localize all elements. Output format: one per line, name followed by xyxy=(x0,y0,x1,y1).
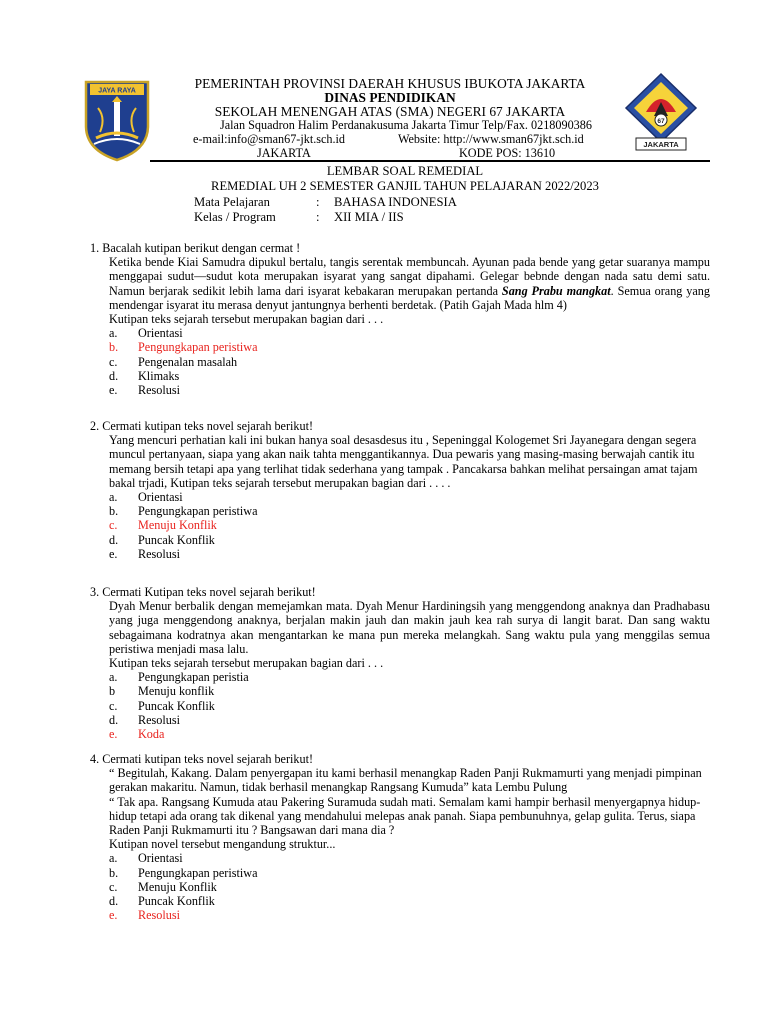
emphasized-phrase: Sang Prabu mangkat xyxy=(501,283,611,298)
question-1 xyxy=(90,241,710,397)
question-passage: “ Begitulah, Kakang. Dalam penyergapan itu kami berhasil menangkap Raden Panji Rukmamurti yang menjadi pimpinan gerakan makaritu. Namun, tidak berhasil menangkap Rangsang Kumuda” kata Lembu Pulung xyxy=(109,766,702,795)
option-correct[interactable]: e. Koda xyxy=(109,727,165,742)
question-passage: Ketika bende Kiai Samudra dipukul bertalu, tangis serentak membuncah. Ayunan pada bende yang getar suaranya mampu menggapai sudut—sudut kota merupakan isyarat yang sangat dipahami. Gelegar bebnde dengan nada satu demi satu. Namun berjarak sedikit lebih lama dari isyarat kebakaran merupakan pertanda Sang Prabu mangkat. Semua orang yang mendengar isyarat itu merasa denyut jantungnya berhenti berdetak. (Patih Gajah Mada hlm 4) xyxy=(109,255,710,312)
class-label: Kelas / Program xyxy=(194,210,276,224)
subject-label: Mata Pelajaran xyxy=(194,195,270,209)
department-name: DINAS PENDIDIKAN xyxy=(324,90,456,105)
option[interactable]: b. Pengungkapan peristiwa xyxy=(109,504,258,519)
question-stem: 3. Cermati Kutipan teks novel sejarah berikut! xyxy=(90,585,316,599)
option-correct[interactable]: c. Menuju Konflik xyxy=(109,518,217,533)
option[interactable]: c. Pengenalan masalah xyxy=(109,354,238,369)
question-4 xyxy=(90,752,710,922)
option[interactable]: a. Orientasi xyxy=(109,851,183,866)
question-2 xyxy=(90,419,710,561)
school-city: JAKARTA xyxy=(257,146,311,160)
answer-options xyxy=(90,851,710,922)
question-passage-2: “ Tak apa. Rangsang Kumuda atau Pakering Suramuda sudah mati. Semalam kami hampir berhasil menyergapnya hidup-hidup tetapi ada orang tak dikenal yang mendahului melepas anak panah. Siapa pembunuhnya, gelap gulita. Terus, siapa Raden Panji Rukmamurti itu ? Bangsawan dari mana dia ? xyxy=(109,794,701,838)
header-rule xyxy=(150,160,710,162)
logo-right-text: JAKARTA xyxy=(643,140,679,149)
government-name: PEMERINTAH PROVINSI DAERAH KHUSUS IBUKOTA JAKARTA xyxy=(194,76,586,91)
question-stem: 4. Cermati kutipan teks novel sejarah berikut! xyxy=(90,752,314,766)
option[interactable]: d. Klimaks xyxy=(109,368,180,383)
question-3 xyxy=(90,585,710,741)
option[interactable]: d. Puncak Konflik xyxy=(109,532,215,547)
option[interactable]: b. Pengungkapan peristiwa xyxy=(109,865,258,880)
postal-code: KODE POS: 13610 xyxy=(459,146,556,160)
question-stem: 2. Cermati kutipan teks novel sejarah berikut! xyxy=(90,419,314,433)
option[interactable]: e. Resolusi xyxy=(109,383,180,398)
subject-value: BAHASA INDONESIA xyxy=(334,195,457,209)
school-name: SEKOLAH MENENGAH ATAS (SMA) NEGERI 67 JAKARTA xyxy=(214,104,566,119)
option[interactable]: c. Menuju Konflik xyxy=(109,879,217,894)
option[interactable]: d. Resolusi xyxy=(109,712,180,727)
sheet-title: LEMBAR SOAL REMEDIAL xyxy=(326,164,484,178)
option[interactable]: d. Puncak Konflik xyxy=(109,894,215,909)
logo-left-text: JAYA RAYA xyxy=(98,87,136,95)
school-address: Jalan Squadron Halim Perdanakusuma Jakarta Timur Telp/Fax. 0218090386 xyxy=(220,118,592,132)
option[interactable]: a. Orientasi xyxy=(109,326,183,341)
logo-right-number: 67 xyxy=(657,118,665,125)
sheet-subtitle: REMEDIAL UH 2 SEMESTER GANJIL TAHUN PELAJARAN 2022/2023 xyxy=(211,179,599,193)
answer-options xyxy=(90,326,710,397)
class-value: XII MIA / IIS xyxy=(334,210,404,224)
question-passage: Dyah Menur berbalik dengan memejamkan mata. Dyah Menur Hardiningsih yang menggendong anaknya dan Pradhabasu yang juga menggendong anaknya, berjalan makin jauh dan makin jauh kea rah surya di langit barat. Dan sang waktu sebagaimana kodratnya akan mengantarkan ke mana pun mereka melangkah. Sang waktu pula yang menggilas semua peristiwa menjadi masa lalu. xyxy=(109,599,710,656)
jakarta-seal-logo xyxy=(82,78,152,162)
question-prompt: Kutipan teks sejarah tersebut merupakan bagian dari . . . xyxy=(109,656,384,671)
option[interactable]: a. Pengungkapan peristia xyxy=(109,670,249,685)
question-stem: 1. Bacalah kutipan berikut dengan cermat ! xyxy=(90,241,301,255)
option-correct[interactable]: b. Pengungkapan peristiwa xyxy=(109,340,258,355)
option[interactable]: c. Puncak Konflik xyxy=(109,698,215,713)
option[interactable]: b Menuju konflik xyxy=(109,684,215,699)
option[interactable]: a. Orientasi xyxy=(109,490,183,505)
option-correct[interactable]: e. Resolusi xyxy=(109,908,180,923)
class-colon: : xyxy=(316,210,320,224)
sman67-logo xyxy=(624,72,698,154)
question-prompt: Kutipan novel tersebut mengandung struktur... xyxy=(109,837,336,852)
answer-options xyxy=(90,490,710,561)
question-passage: Yang mencuri perhatian kali ini bukan hanya soal desasdesus itu , Sepeninggal Kologemet Sri Jayanegara dengan segera muncul pertanyaan, siapa yang akan naik tahta menggantikannya. Dua pewaris yang masing-masing berwajah cantik itu memang bersih tetapi apa yang terlihat tidak sederhana yang tampak . Pancakarsa bahkan melihat persaingan amat tajam bakal trjadi, Kutipan teks sejarah tersebut merupakan bagian dari . . . . xyxy=(109,433,698,490)
subject-colon: : xyxy=(316,195,320,209)
school-website[interactable]: Website: http://www.sman67jkt.sch.id xyxy=(398,132,584,146)
option[interactable]: e. Resolusi xyxy=(109,546,180,561)
answer-options xyxy=(90,670,710,741)
question-prompt: Kutipan teks sejarah tersebut merupakan bagian dari . . . xyxy=(109,312,384,327)
school-email[interactable]: e-mail:info@sman67-jkt.sch.id xyxy=(193,132,346,146)
